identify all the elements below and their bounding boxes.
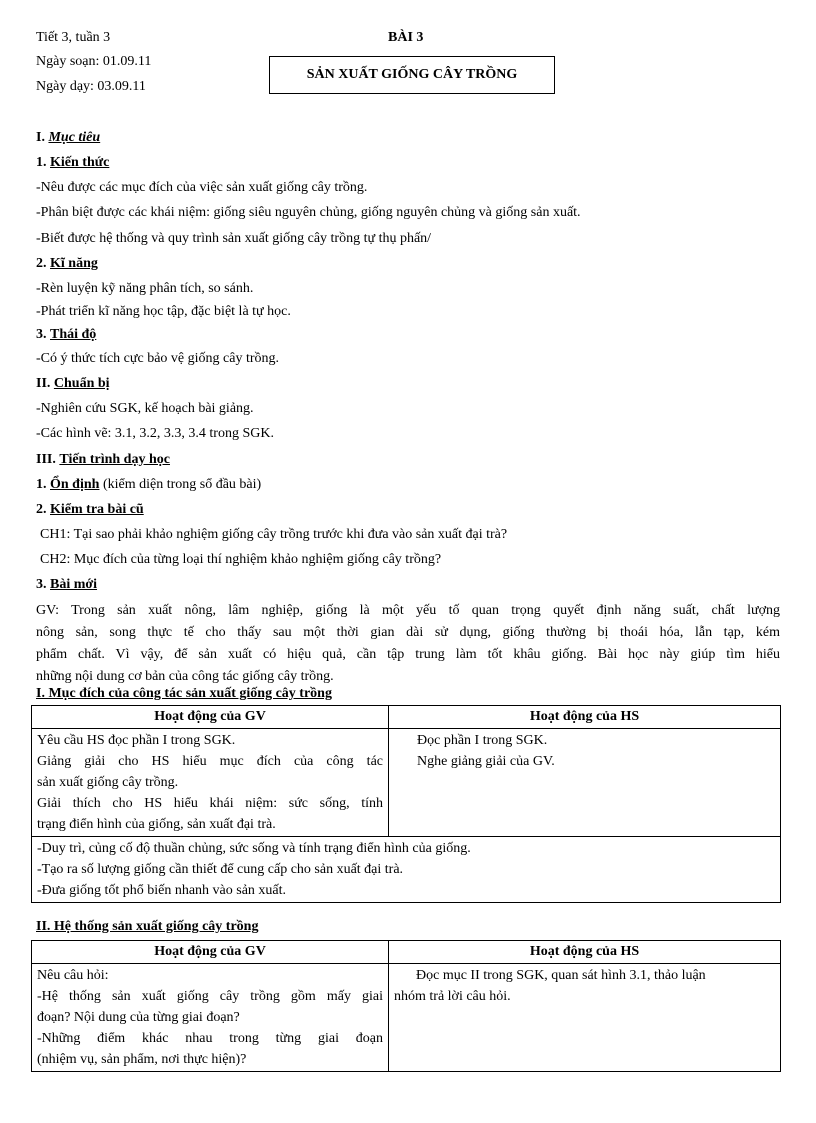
hs-line: Đọc mục II trong SGK, quan sát hình 3.1, thảo luận <box>416 968 706 983</box>
preparation-item: -Nghiên cứu SGK, kế hoạch bài giảng. <box>36 401 254 416</box>
section1-heading: I. Mục đích của công tác sản xuất giống cây trồng <box>36 686 332 701</box>
gv-activity-cell <box>32 964 389 1072</box>
lesson-title: SẢN XUẤT GIỐNG CÂY TRỒNG <box>306 67 518 82</box>
lesson-week: Tiết 3, tuần 3 <box>36 30 111 45</box>
col-hs-header: Hoạt động của HS <box>389 706 781 729</box>
lesson-number: BÀI 3 <box>388 30 424 45</box>
gv-line: sản xuất giống cây trồng. <box>37 775 179 790</box>
preparation-heading: II. Chuẩn bị <box>36 376 110 391</box>
intro-line: phẩm chất. Vì vậy, để sản xuất có hiệu quả, cần tập trung làm tốt khâu giống. Bài học này giúp tìm hiểu <box>36 647 780 662</box>
teaching-date: Ngày dạy: 03.09.11 <box>36 79 146 94</box>
gv-line: Yêu cầu HS đọc phần I trong SGK. <box>37 733 236 748</box>
intro-line: những nội dung cơ bản của công tác giống cây trồng. <box>36 669 334 684</box>
lesson-title-box <box>269 56 555 94</box>
gv-line: đoạn? Nội dung của từng giai đoạn? <box>37 1010 240 1025</box>
preparation-item: -Các hình vẽ: 3.1, 3.2, 3.3, 3.4 trong SGK. <box>36 426 274 441</box>
knowledge-item: -Nêu được các mục đích của việc sản xuất giống cây trồng. <box>36 180 368 195</box>
summary-line: -Tạo ra số lượng giống cần thiết để cung cấp cho sản xuất đại trà. <box>37 862 404 877</box>
attitude-heading: 3. Thái độ <box>36 327 97 342</box>
gv-activity-cell <box>32 729 389 837</box>
skills-item: -Rèn luyện kỹ năng phân tích, so sánh. <box>36 281 254 296</box>
prepared-date: Ngày soạn: 01.09.11 <box>36 54 152 69</box>
review-question: CH2: Mục đích của từng loại thí nghiệm khảo nghiệm giống cây trồng? <box>40 552 442 567</box>
review-question: CH1: Tại sao phải khảo nghiệm giống cây trồng trước khi đưa vào sản xuất đại trà? <box>40 527 508 542</box>
process-heading: III. Tiến trình dạy học <box>36 452 170 467</box>
gv-line: (nhiệm vụ, sản phẩm, nơi thực hiện)? <box>37 1052 247 1067</box>
hs-activity-cell <box>389 964 781 1072</box>
gv-line: -Hệ thống sản xuất giống cây trồng gồm mấy giai <box>37 989 383 1004</box>
gv-line: Giảng giải cho HS hiểu mục đích của công tác <box>37 754 383 769</box>
skills-item: -Phát triển kĩ năng học tập, đặc biệt là tự học. <box>36 304 291 319</box>
skills-heading: 2. Kĩ năng <box>36 256 98 271</box>
new-lesson-intro <box>36 600 780 688</box>
review-heading: 2. Kiểm tra bài cũ <box>36 502 144 517</box>
gv-line: -Những điểm khác nhau trong từng giai đoạn <box>37 1031 383 1046</box>
hs-activity-cell <box>389 729 781 837</box>
knowledge-item: -Biết được hệ thống và quy trình sản xuất giống cây trồng tự thụ phấn/ <box>36 231 432 246</box>
knowledge-item: -Phân biệt được các khái niệm: giống siêu nguyên chủng, giống nguyên chủng và giống sản xuất. <box>36 205 581 220</box>
summary-cell <box>32 837 781 903</box>
hs-line: Nghe giảng giải của GV. <box>417 754 555 769</box>
col-gv-header: Hoạt động của GV <box>32 706 389 729</box>
gv-line: Giải thích cho HS hiểu khái niệm: sức sống, tính <box>37 796 383 811</box>
intro-line: GV: Trong sản xuất nông, lâm nghiệp, giống là một yếu tố quan trọng quyết định năng suất, chất lượng <box>36 603 780 618</box>
summary-line: -Duy trì, củng cố độ thuần chủng, sức sống và tính trạng điển hình của giống. <box>37 841 471 856</box>
stabilize-line: 1. Ổn định (kiểm diện trong sổ đầu bài) <box>36 477 262 492</box>
attitude-item: -Có ý thức tích cực bảo vệ giống cây trồng. <box>36 351 279 366</box>
knowledge-heading: 1. Kiến thức <box>36 155 110 170</box>
gv-line: Nêu câu hỏi: <box>37 968 109 983</box>
summary-line: -Đưa giống tốt phổ biến nhanh vào sản xuất. <box>37 883 287 898</box>
intro-line: nông sản, song thực tế cho thấy sau một thời gian dài sử dụng, giống thường bị thoái hóa, lẫn tạp, kém <box>36 625 780 640</box>
section1-table <box>31 705 781 903</box>
section2-heading: II. Hệ thống sản xuất giống cây trồng <box>36 919 259 934</box>
gv-line: trạng điển hình của giống, sản xuất đại trà. <box>37 817 276 832</box>
new-lesson-heading: 3. Bài mới <box>36 577 98 592</box>
col-hs-header: Hoạt động của HS <box>389 941 781 964</box>
hs-line: nhóm trả lời câu hỏi. <box>394 989 511 1004</box>
hs-line: Đọc phần I trong SGK. <box>417 733 548 748</box>
col-gv-header: Hoạt động của GV <box>32 941 389 964</box>
objectives-heading: I. Mục tiêu <box>36 130 101 145</box>
section2-table <box>31 940 781 1072</box>
